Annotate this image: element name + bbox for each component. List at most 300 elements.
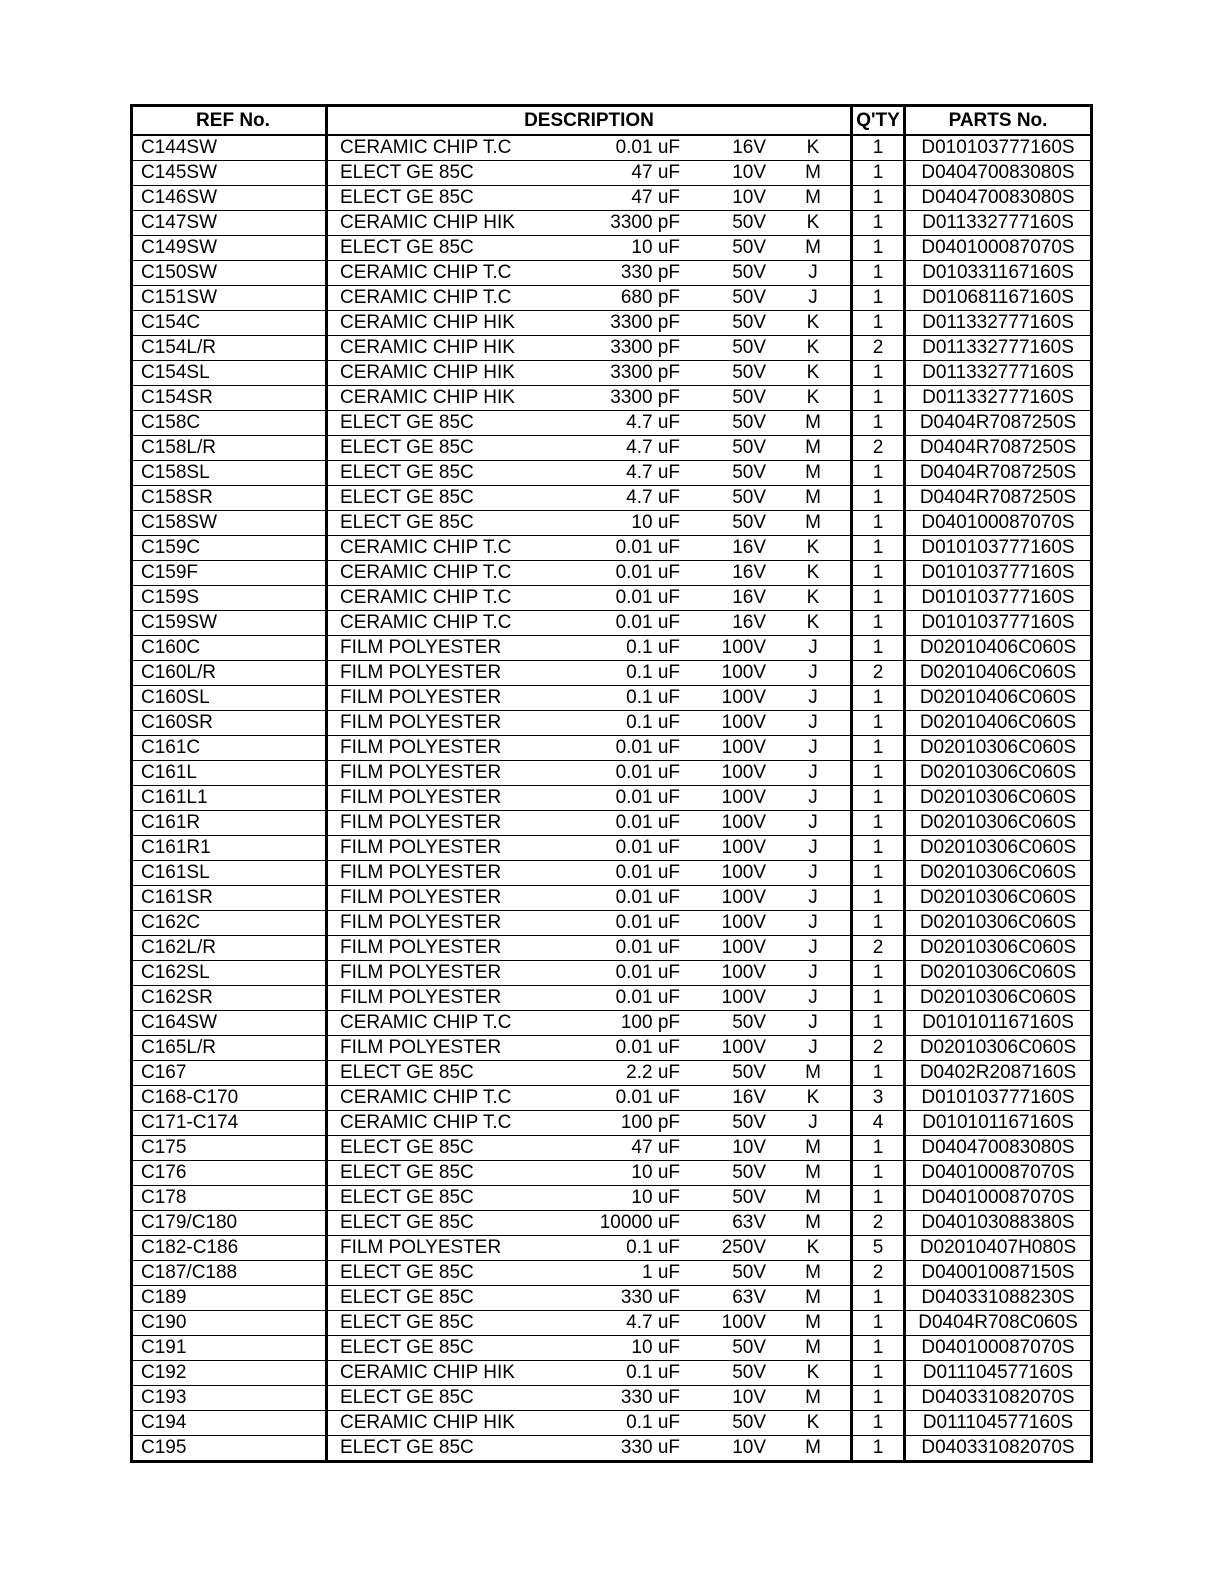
- description-cell: CERAMIC CHIP T.C: [327, 1111, 531, 1136]
- parts-no-cell: D02010406C060S: [905, 711, 1092, 736]
- description-cell: FILM POLYESTER: [327, 736, 531, 761]
- tolerance-cell: K: [776, 1411, 852, 1436]
- voltage-cell: 50V: [684, 1336, 776, 1361]
- value-cell: 100 pF: [530, 1111, 684, 1136]
- value-cell: 0.1 uF: [530, 711, 684, 736]
- voltage-cell: 16V: [684, 586, 776, 611]
- tolerance-cell: J: [776, 1036, 852, 1061]
- value-cell: 330 uF: [530, 1286, 684, 1311]
- tolerance-cell: J: [776, 936, 852, 961]
- parts-list-table: [130, 104, 1093, 1463]
- voltage-cell: 100V: [684, 761, 776, 786]
- qty-cell: 2: [852, 661, 905, 686]
- parts-no-cell: D040470083080S: [905, 161, 1092, 186]
- voltage-cell: 50V: [684, 1411, 776, 1436]
- description-cell: ELECT GE 85C: [327, 1136, 531, 1161]
- ref-no-cell: C168-C170: [132, 1086, 327, 1111]
- description-cell: CERAMIC CHIP T.C: [327, 135, 531, 161]
- qty-cell: 1: [852, 411, 905, 436]
- voltage-cell: 50V: [684, 436, 776, 461]
- tolerance-cell: K: [776, 536, 852, 561]
- parts-no-cell: D040331088230S: [905, 1286, 1092, 1311]
- tolerance-cell: K: [776, 336, 852, 361]
- description-cell: ELECT GE 85C: [327, 411, 531, 436]
- voltage-cell: 50V: [684, 1061, 776, 1086]
- description-cell: ELECT GE 85C: [327, 1186, 531, 1211]
- voltage-cell: 50V: [684, 1161, 776, 1186]
- description-cell: FILM POLYESTER: [327, 761, 531, 786]
- qty-cell: 5: [852, 1236, 905, 1261]
- table-row: [132, 1061, 1092, 1086]
- parts-no-cell: D040103088380S: [905, 1211, 1092, 1236]
- ref-no-cell: C147SW: [132, 211, 327, 236]
- voltage-cell: 100V: [684, 661, 776, 686]
- qty-cell: 1: [852, 1161, 905, 1186]
- table-row: [132, 1436, 1092, 1462]
- ref-no-cell: C165L/R: [132, 1036, 327, 1061]
- tolerance-cell: J: [776, 686, 852, 711]
- table-row: [132, 186, 1092, 211]
- qty-cell: 1: [852, 486, 905, 511]
- table-row: [132, 986, 1092, 1011]
- tolerance-cell: K: [776, 561, 852, 586]
- parts-no-cell: D040100087070S: [905, 1161, 1092, 1186]
- table-row: [132, 386, 1092, 411]
- ref-no-cell: C150SW: [132, 261, 327, 286]
- qty-cell: 1: [852, 561, 905, 586]
- qty-cell: 1: [852, 1336, 905, 1361]
- voltage-cell: 100V: [684, 1311, 776, 1336]
- tolerance-cell: K: [776, 1361, 852, 1386]
- voltage-cell: 63V: [684, 1286, 776, 1311]
- tolerance-cell: K: [776, 135, 852, 161]
- ref-no-cell: C158SW: [132, 511, 327, 536]
- voltage-cell: 50V: [684, 336, 776, 361]
- parts-no-cell: D0404R7087250S: [905, 411, 1092, 436]
- ref-no-cell: C154SR: [132, 386, 327, 411]
- voltage-cell: 100V: [684, 936, 776, 961]
- value-cell: 10 uF: [530, 236, 684, 261]
- ref-no-cell: C160SL: [132, 686, 327, 711]
- parts-no-cell: D010103777160S: [905, 561, 1092, 586]
- tolerance-cell: J: [776, 861, 852, 886]
- table-row: [132, 586, 1092, 611]
- description-cell: FILM POLYESTER: [327, 861, 531, 886]
- value-cell: 0.01 uF: [530, 811, 684, 836]
- qty-cell: 2: [852, 1261, 905, 1286]
- parts-no-cell: D011332777160S: [905, 211, 1092, 236]
- voltage-cell: 100V: [684, 711, 776, 736]
- tolerance-cell: M: [776, 1311, 852, 1336]
- qty-cell: 1: [852, 211, 905, 236]
- qty-cell: 1: [852, 536, 905, 561]
- voltage-cell: 50V: [684, 1011, 776, 1036]
- ref-no-cell: C160SR: [132, 711, 327, 736]
- voltage-cell: 100V: [684, 636, 776, 661]
- value-cell: 0.1 uF: [530, 686, 684, 711]
- value-cell: 10 uF: [530, 1161, 684, 1186]
- value-cell: 3300 pF: [530, 386, 684, 411]
- ref-no-cell: C191: [132, 1336, 327, 1361]
- qty-cell: 1: [852, 711, 905, 736]
- table-row: [132, 336, 1092, 361]
- table-row: [132, 911, 1092, 936]
- tolerance-cell: J: [776, 286, 852, 311]
- qty-cell: 1: [852, 636, 905, 661]
- qty-cell: 1: [852, 386, 905, 411]
- value-cell: 0.1 uF: [530, 1411, 684, 1436]
- tolerance-cell: M: [776, 1061, 852, 1086]
- value-cell: 0.01 uF: [530, 536, 684, 561]
- ref-no-cell: C161R: [132, 811, 327, 836]
- qty-cell: 1: [852, 1386, 905, 1411]
- ref-no-cell: C161R1: [132, 836, 327, 861]
- value-cell: 0.1 uF: [530, 1361, 684, 1386]
- ref-no-cell: C159SW: [132, 611, 327, 636]
- table-row: [132, 1136, 1092, 1161]
- qty-cell: 1: [852, 611, 905, 636]
- parts-no-cell: D02010306C060S: [905, 1036, 1092, 1061]
- description-cell: FILM POLYESTER: [327, 661, 531, 686]
- parts-no-cell: D010103777160S: [905, 586, 1092, 611]
- parts-no-cell: D02010306C060S: [905, 861, 1092, 886]
- table-row: [132, 561, 1092, 586]
- parts-no-cell: D010681167160S: [905, 286, 1092, 311]
- header-description: DESCRIPTION: [327, 106, 852, 136]
- qty-cell: 2: [852, 336, 905, 361]
- qty-cell: 1: [852, 135, 905, 161]
- value-cell: 0.01 uF: [530, 1036, 684, 1061]
- voltage-cell: 50V: [684, 411, 776, 436]
- ref-no-cell: C175: [132, 1136, 327, 1161]
- description-cell: FILM POLYESTER: [327, 936, 531, 961]
- tolerance-cell: M: [776, 1136, 852, 1161]
- parts-no-cell: D02010306C060S: [905, 961, 1092, 986]
- voltage-cell: 16V: [684, 561, 776, 586]
- parts-no-cell: D011332777160S: [905, 336, 1092, 361]
- voltage-cell: 50V: [684, 1186, 776, 1211]
- description-cell: ELECT GE 85C: [327, 1161, 531, 1186]
- value-cell: 330 uF: [530, 1386, 684, 1411]
- ref-no-cell: C161SR: [132, 886, 327, 911]
- parts-no-cell: D0404R708C060S: [905, 1311, 1092, 1336]
- voltage-cell: 100V: [684, 861, 776, 886]
- ref-no-cell: C158SL: [132, 461, 327, 486]
- table-row: [132, 236, 1092, 261]
- parts-no-cell: D040010087150S: [905, 1261, 1092, 1286]
- voltage-cell: 100V: [684, 811, 776, 836]
- description-cell: ELECT GE 85C: [327, 1386, 531, 1411]
- parts-no-cell: D02010306C060S: [905, 911, 1092, 936]
- table-row: [132, 311, 1092, 336]
- tolerance-cell: J: [776, 811, 852, 836]
- qty-cell: 1: [852, 586, 905, 611]
- table-row: [132, 686, 1092, 711]
- parts-no-cell: D040100087070S: [905, 236, 1092, 261]
- parts-no-cell: D011332777160S: [905, 386, 1092, 411]
- qty-cell: 1: [852, 1436, 905, 1462]
- description-cell: CERAMIC CHIP HIK: [327, 311, 531, 336]
- table-row: [132, 661, 1092, 686]
- table-row: [132, 961, 1092, 986]
- qty-cell: 1: [852, 236, 905, 261]
- qty-cell: 2: [852, 936, 905, 961]
- description-cell: ELECT GE 85C: [327, 236, 531, 261]
- qty-cell: 2: [852, 436, 905, 461]
- table-row: [132, 1311, 1092, 1336]
- parts-no-cell: D011332777160S: [905, 361, 1092, 386]
- header-row: [132, 106, 1092, 136]
- ref-no-cell: C145SW: [132, 161, 327, 186]
- description-cell: CERAMIC CHIP T.C: [327, 536, 531, 561]
- description-cell: CERAMIC CHIP T.C: [327, 586, 531, 611]
- qty-cell: 1: [852, 1136, 905, 1161]
- tolerance-cell: K: [776, 311, 852, 336]
- qty-cell: 1: [852, 511, 905, 536]
- ref-no-cell: C161SL: [132, 861, 327, 886]
- value-cell: 330 pF: [530, 261, 684, 286]
- qty-cell: 1: [852, 761, 905, 786]
- qty-cell: 2: [852, 1036, 905, 1061]
- description-cell: FILM POLYESTER: [327, 711, 531, 736]
- voltage-cell: 50V: [684, 286, 776, 311]
- table-row: [132, 711, 1092, 736]
- tolerance-cell: K: [776, 586, 852, 611]
- table-row: [132, 411, 1092, 436]
- table-row: [132, 486, 1092, 511]
- qty-cell: 1: [852, 261, 905, 286]
- description-cell: ELECT GE 85C: [327, 1211, 531, 1236]
- table-row: [132, 461, 1092, 486]
- table-row: [132, 861, 1092, 886]
- table-row: [132, 361, 1092, 386]
- qty-cell: 4: [852, 1111, 905, 1136]
- ref-no-cell: C154L/R: [132, 336, 327, 361]
- value-cell: 0.01 uF: [530, 886, 684, 911]
- tolerance-cell: J: [776, 886, 852, 911]
- voltage-cell: 10V: [684, 1136, 776, 1161]
- description-cell: FILM POLYESTER: [327, 636, 531, 661]
- qty-cell: 1: [852, 1411, 905, 1436]
- voltage-cell: 50V: [684, 311, 776, 336]
- description-cell: ELECT GE 85C: [327, 1336, 531, 1361]
- table-row: [132, 1286, 1092, 1311]
- table-row: [132, 1411, 1092, 1436]
- ref-no-cell: C171-C174: [132, 1111, 327, 1136]
- value-cell: 0.1 uF: [530, 636, 684, 661]
- value-cell: 0.1 uF: [530, 661, 684, 686]
- tolerance-cell: K: [776, 361, 852, 386]
- parts-no-cell: D011332777160S: [905, 311, 1092, 336]
- parts-no-cell: D0402R2087160S: [905, 1061, 1092, 1086]
- qty-cell: 3: [852, 1086, 905, 1111]
- voltage-cell: 100V: [684, 736, 776, 761]
- table-row: [132, 811, 1092, 836]
- voltage-cell: 50V: [684, 1111, 776, 1136]
- parts-no-cell: D010103777160S: [905, 536, 1092, 561]
- value-cell: 100 pF: [530, 1011, 684, 1036]
- parts-rows: [132, 135, 1092, 1462]
- ref-no-cell: C162SR: [132, 986, 327, 1011]
- tolerance-cell: J: [776, 711, 852, 736]
- voltage-cell: 10V: [684, 186, 776, 211]
- ref-no-cell: C158L/R: [132, 436, 327, 461]
- value-cell: 0.01 uF: [530, 761, 684, 786]
- qty-cell: 1: [852, 1286, 905, 1311]
- tolerance-cell: M: [776, 1161, 852, 1186]
- voltage-cell: 50V: [684, 461, 776, 486]
- value-cell: 4.7 uF: [530, 461, 684, 486]
- value-cell: 0.01 uF: [530, 786, 684, 811]
- value-cell: 10 uF: [530, 511, 684, 536]
- description-cell: CERAMIC CHIP HIK: [327, 386, 531, 411]
- ref-no-cell: C167: [132, 1061, 327, 1086]
- qty-cell: 1: [852, 811, 905, 836]
- ref-no-cell: C146SW: [132, 186, 327, 211]
- parts-no-cell: D02010306C060S: [905, 786, 1092, 811]
- description-cell: CERAMIC CHIP T.C: [327, 286, 531, 311]
- description-cell: FILM POLYESTER: [327, 986, 531, 1011]
- qty-cell: 1: [852, 986, 905, 1011]
- value-cell: 0.01 uF: [530, 736, 684, 761]
- table-row: [132, 161, 1092, 186]
- voltage-cell: 16V: [684, 611, 776, 636]
- value-cell: 0.01 uF: [530, 611, 684, 636]
- qty-cell: 1: [852, 1186, 905, 1211]
- parts-no-cell: D040331082070S: [905, 1386, 1092, 1411]
- value-cell: 330 uF: [530, 1436, 684, 1462]
- table-row: [132, 1211, 1092, 1236]
- tolerance-cell: M: [776, 461, 852, 486]
- value-cell: 0.01 uF: [530, 936, 684, 961]
- ref-no-cell: C164SW: [132, 1011, 327, 1036]
- description-cell: ELECT GE 85C: [327, 436, 531, 461]
- ref-no-cell: C162SL: [132, 961, 327, 986]
- tolerance-cell: M: [776, 1386, 852, 1411]
- parts-no-cell: D02010306C060S: [905, 986, 1092, 1011]
- value-cell: 4.7 uF: [530, 486, 684, 511]
- parts-no-cell: D040100087070S: [905, 511, 1092, 536]
- parts-no-cell: D02010306C060S: [905, 811, 1092, 836]
- description-cell: ELECT GE 85C: [327, 1286, 531, 1311]
- tolerance-cell: K: [776, 1236, 852, 1261]
- description-cell: FILM POLYESTER: [327, 1236, 531, 1261]
- qty-cell: 1: [852, 736, 905, 761]
- table-row: [132, 1361, 1092, 1386]
- description-cell: FILM POLYESTER: [327, 911, 531, 936]
- value-cell: 3300 pF: [530, 211, 684, 236]
- ref-no-cell: C162C: [132, 911, 327, 936]
- parts-no-cell: D02010306C060S: [905, 936, 1092, 961]
- parts-no-cell: D02010306C060S: [905, 836, 1092, 861]
- value-cell: 0.01 uF: [530, 135, 684, 161]
- voltage-cell: 50V: [684, 486, 776, 511]
- qty-cell: 1: [852, 911, 905, 936]
- ref-no-cell: C193: [132, 1386, 327, 1411]
- tolerance-cell: K: [776, 211, 852, 236]
- description-cell: CERAMIC CHIP HIK: [327, 211, 531, 236]
- ref-no-cell: C160L/R: [132, 661, 327, 686]
- value-cell: 4.7 uF: [530, 1311, 684, 1336]
- table-row: [132, 511, 1092, 536]
- ref-no-cell: C159F: [132, 561, 327, 586]
- value-cell: 2.2 uF: [530, 1061, 684, 1086]
- qty-cell: 1: [852, 286, 905, 311]
- value-cell: 3300 pF: [530, 361, 684, 386]
- description-cell: FILM POLYESTER: [327, 811, 531, 836]
- description-cell: CERAMIC CHIP T.C: [327, 611, 531, 636]
- tolerance-cell: J: [776, 661, 852, 686]
- tolerance-cell: M: [776, 236, 852, 261]
- table-row: [132, 761, 1092, 786]
- qty-cell: 1: [852, 861, 905, 886]
- tolerance-cell: M: [776, 1336, 852, 1361]
- description-cell: ELECT GE 85C: [327, 161, 531, 186]
- tolerance-cell: M: [776, 186, 852, 211]
- header-ref-no: REF No.: [132, 106, 327, 136]
- description-cell: ELECT GE 85C: [327, 186, 531, 211]
- description-cell: FILM POLYESTER: [327, 686, 531, 711]
- tolerance-cell: J: [776, 786, 852, 811]
- ref-no-cell: C161C: [132, 736, 327, 761]
- table-row: [132, 536, 1092, 561]
- table-row: [132, 786, 1092, 811]
- table-row: [132, 261, 1092, 286]
- voltage-cell: 100V: [684, 686, 776, 711]
- tolerance-cell: J: [776, 961, 852, 986]
- ref-no-cell: C192: [132, 1361, 327, 1386]
- description-cell: CERAMIC CHIP T.C: [327, 261, 531, 286]
- parts-no-cell: D011104577160S: [905, 1411, 1092, 1436]
- description-cell: FILM POLYESTER: [327, 836, 531, 861]
- value-cell: 10 uF: [530, 1336, 684, 1361]
- table-row: [132, 1336, 1092, 1361]
- qty-cell: 1: [852, 1311, 905, 1336]
- parts-no-cell: D02010407H080S: [905, 1236, 1092, 1261]
- voltage-cell: 50V: [684, 361, 776, 386]
- description-cell: FILM POLYESTER: [327, 786, 531, 811]
- tolerance-cell: J: [776, 261, 852, 286]
- voltage-cell: 50V: [684, 236, 776, 261]
- ref-no-cell: C162L/R: [132, 936, 327, 961]
- tolerance-cell: J: [776, 1011, 852, 1036]
- description-cell: ELECT GE 85C: [327, 511, 531, 536]
- qty-cell: 1: [852, 836, 905, 861]
- value-cell: 0.01 uF: [530, 1086, 684, 1111]
- qty-cell: 1: [852, 461, 905, 486]
- tolerance-cell: J: [776, 986, 852, 1011]
- tolerance-cell: M: [776, 1436, 852, 1462]
- voltage-cell: 50V: [684, 386, 776, 411]
- description-cell: FILM POLYESTER: [327, 886, 531, 911]
- description-cell: CERAMIC CHIP HIK: [327, 361, 531, 386]
- qty-cell: 1: [852, 1011, 905, 1036]
- table-row: [132, 886, 1092, 911]
- table-row: [132, 1011, 1092, 1036]
- voltage-cell: 250V: [684, 1236, 776, 1261]
- voltage-cell: 10V: [684, 161, 776, 186]
- ref-no-cell: C144SW: [132, 135, 327, 161]
- value-cell: 0.01 uF: [530, 961, 684, 986]
- voltage-cell: 16V: [684, 135, 776, 161]
- table-row: [132, 1161, 1092, 1186]
- voltage-cell: 50V: [684, 1361, 776, 1386]
- ref-no-cell: C195: [132, 1436, 327, 1462]
- qty-cell: 1: [852, 686, 905, 711]
- qty-cell: 1: [852, 1061, 905, 1086]
- value-cell: 0.01 uF: [530, 861, 684, 886]
- ref-no-cell: C179/C180: [132, 1211, 327, 1236]
